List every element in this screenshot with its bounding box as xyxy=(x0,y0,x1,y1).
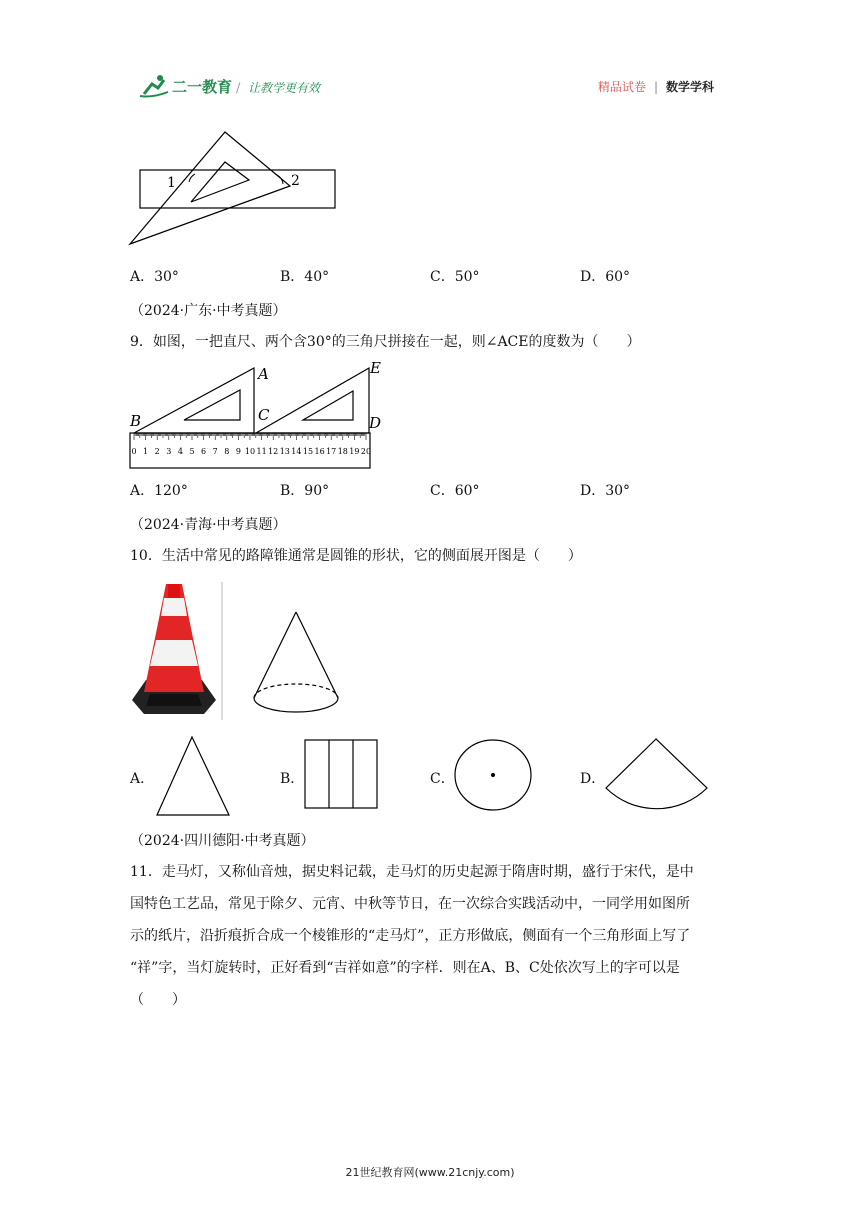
angle-2-label: 2 xyxy=(291,173,300,189)
q11-line-1: 11．走马灯，又称仙音烛，据史料记载，走马灯的历史起源于隋唐时期，盛行于宋代，是中 xyxy=(130,864,694,880)
cone-figure xyxy=(250,608,342,718)
q9-figure xyxy=(128,358,382,473)
q8-option-a[interactable]: A．30° xyxy=(130,269,179,285)
header-divider: | xyxy=(653,79,658,94)
traffic-cone-image xyxy=(128,582,224,720)
ruler-tick-label: 5 xyxy=(189,447,195,456)
logo-text: 二一教育 xyxy=(172,78,233,96)
runner-logo-icon xyxy=(138,72,348,100)
ruler-tick-label: 4 xyxy=(177,447,183,456)
q10-option-c-circle xyxy=(453,738,533,812)
q11-source: （2024·四川德阳·中考真题） xyxy=(130,833,315,849)
svg-text:/: / xyxy=(236,81,241,96)
ruler-ticks xyxy=(134,433,366,440)
q11-line-2: 国特色工艺品，常见于除夕、元宵、中秋等节日，在一次综合实践活动中，一同学用如图所 xyxy=(130,896,690,912)
q10-option-b[interactable]: B． xyxy=(280,771,305,787)
header-tag: 精品试卷 xyxy=(597,80,646,94)
angle-1-label: 1 xyxy=(167,175,176,191)
ruler-tick-label: 18 xyxy=(337,447,348,456)
q9-option-d[interactable]: D．30° xyxy=(580,483,631,499)
ruler-tick-label: 0 xyxy=(131,447,137,456)
header-right xyxy=(598,78,714,95)
q10-option-a-triangle xyxy=(154,734,232,818)
q10-option-c[interactable]: C． xyxy=(430,771,455,787)
ruler-tick-label: 17 xyxy=(326,447,337,456)
ruler-tick-label: 12 xyxy=(268,447,279,456)
q11-stem xyxy=(130,856,730,1016)
q9-option-b[interactable]: B．90° xyxy=(280,483,330,499)
q10-source: （2024·青海·中考真题） xyxy=(130,517,287,533)
ruler-tick-label: 15 xyxy=(302,447,314,456)
q11-line-3: 示的纸片，沿折痕折合成一个棱锥形的“走马灯”，正方形做底，侧面有一个三角形面上写了 xyxy=(130,928,691,944)
ruler-tick-label: 13 xyxy=(279,447,290,456)
q8-option-b[interactable]: B．40° xyxy=(280,269,330,285)
ruler-tick-label: 20 xyxy=(360,447,372,456)
q11-line-5: （ ） xyxy=(130,992,186,1008)
q10-option-b-rectangles xyxy=(303,738,381,812)
ruler-tick-label: 6 xyxy=(201,447,207,456)
ruler-tick-label: 2 xyxy=(154,447,160,456)
ruler-tick-label: 8 xyxy=(224,447,230,456)
q10-stem: 10．生活中常见的路障锥通常是圆锥的形状，它的侧面展开图是（ ） xyxy=(130,548,582,564)
q11-line-4: “祥”字，当灯旋转时，正好看到“吉祥如意”的字样．则在A、B、C处依次写上的字可以是 xyxy=(130,960,680,976)
header-subject: 数学学科 xyxy=(665,80,714,94)
ruler-tick-label: 19 xyxy=(349,447,360,456)
q10-option-d-sector xyxy=(602,736,714,816)
q10-option-d[interactable]: D． xyxy=(580,771,606,787)
point-b-label: B xyxy=(130,412,142,430)
ruler-tick-label: 7 xyxy=(212,447,218,456)
ruler-tick-label: 9 xyxy=(235,447,241,456)
q9-stem: 9．如图，一把直尺、两个含30°的三角尺拼接在一起，则∠ACE的度数为（ ） xyxy=(130,334,641,350)
ruler-tick-label: 3 xyxy=(166,447,172,456)
ruler-labels xyxy=(131,447,371,456)
q10-option-a[interactable]: A． xyxy=(130,771,155,787)
point-c-label: C xyxy=(258,406,270,424)
point-d-label: D xyxy=(369,414,382,432)
ruler-tick-label: 11 xyxy=(256,447,267,456)
ruler-tick-label: 16 xyxy=(314,447,325,456)
slogan-text: 让教学更有效 xyxy=(248,81,321,95)
q8-figure xyxy=(125,128,345,248)
q8-option-c[interactable]: C．50° xyxy=(430,269,480,285)
point-a-label: A xyxy=(258,365,269,383)
ruler-tick-label: 14 xyxy=(291,447,302,456)
page-footer: 21世纪教育网(www.21cnjy.com) xyxy=(345,1166,515,1179)
header-logo xyxy=(138,72,348,100)
q9-option-c[interactable]: C．60° xyxy=(430,483,480,499)
ruler-tick-label: 10 xyxy=(244,447,256,456)
q8-option-d[interactable]: D．60° xyxy=(580,269,631,285)
point-e-label: E xyxy=(370,359,381,377)
q9-option-a[interactable]: A．120° xyxy=(130,483,188,499)
q9-source: （2024·广东·中考真题） xyxy=(130,303,287,319)
ruler-tick-label: 1 xyxy=(143,447,149,456)
